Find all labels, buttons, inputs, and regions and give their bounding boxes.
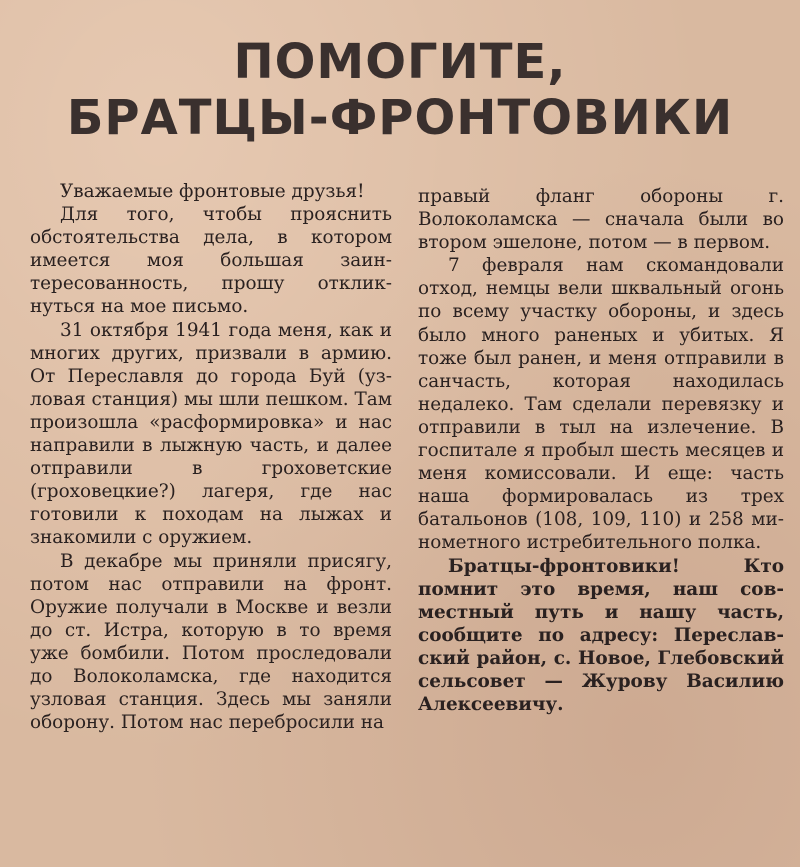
headline-line-2: БРАТЦЫ-ФРОНТОВИКИ (66, 90, 734, 146)
right-column (418, 185, 784, 716)
paragraph-greeting: Уважаемые фронтовые друзья! (60, 181, 365, 202)
left-column (30, 180, 392, 734)
paragraph-february: 7 февраля нам скомандовали отход, немцы вели шквальный огонь по всему участку обороны, и здесь было много раненых и убитых. Я тоже был ранен, и меня отправили в санчасть, которая находилась недалеко. Там сделали перевязку и отправили в тыл на излечение. В госпитале я пробыл шесть месяцев и меня комиссовали. И еще: часть наша формировалась из трех батальонов (108, 109, 110) и 258 минометного истребительного полка. (418, 255, 784, 554)
paragraph-appeal: Братцы-фронтовики! Кто помнит это время, наш совместный путь и нашу часть, сообщите по адресу: Переславский район, с. Новое, Глебовский сельсовет — Журову Василию Алексеевичу. (418, 555, 784, 716)
paragraph-right-flank: правый фланг обороны г. Волоколамска — сначала были во втором эшелоне, потом — в первом. (418, 186, 784, 254)
headline-line-1: ПОМОГИТЕ, (233, 34, 567, 90)
paragraph-conscription: 31 октября 1941 года меня, как и многих других, призвали в армию. От Переславля до города Буй (узловая станция) мы шли пешком. Там произошла «расформировка» и нас направили в лыжную часть, и далее отправили в гроховетские (гроховецкие?) лагеря, где нас готовили к походам на лыжах и знакомили с оружием. (30, 319, 392, 549)
paragraph-december: В декабре мы приняли присягу, потом нас отправили на фронт. Оружие получали в Москве и везли до ст. Истра, которую в то время уже бомбили. Потом проследовали до Волоколамска, где находится узловая станция. Здесь мы заняли оборону. Потом нас перебросили на (30, 550, 392, 734)
paragraph-intro: Для того, чтобы прояснить обстоятельства дела, в котором имеется моя большая заинтересованность, прошу откликнуться на мое письмо. (30, 204, 392, 318)
article-headline (0, 34, 800, 146)
